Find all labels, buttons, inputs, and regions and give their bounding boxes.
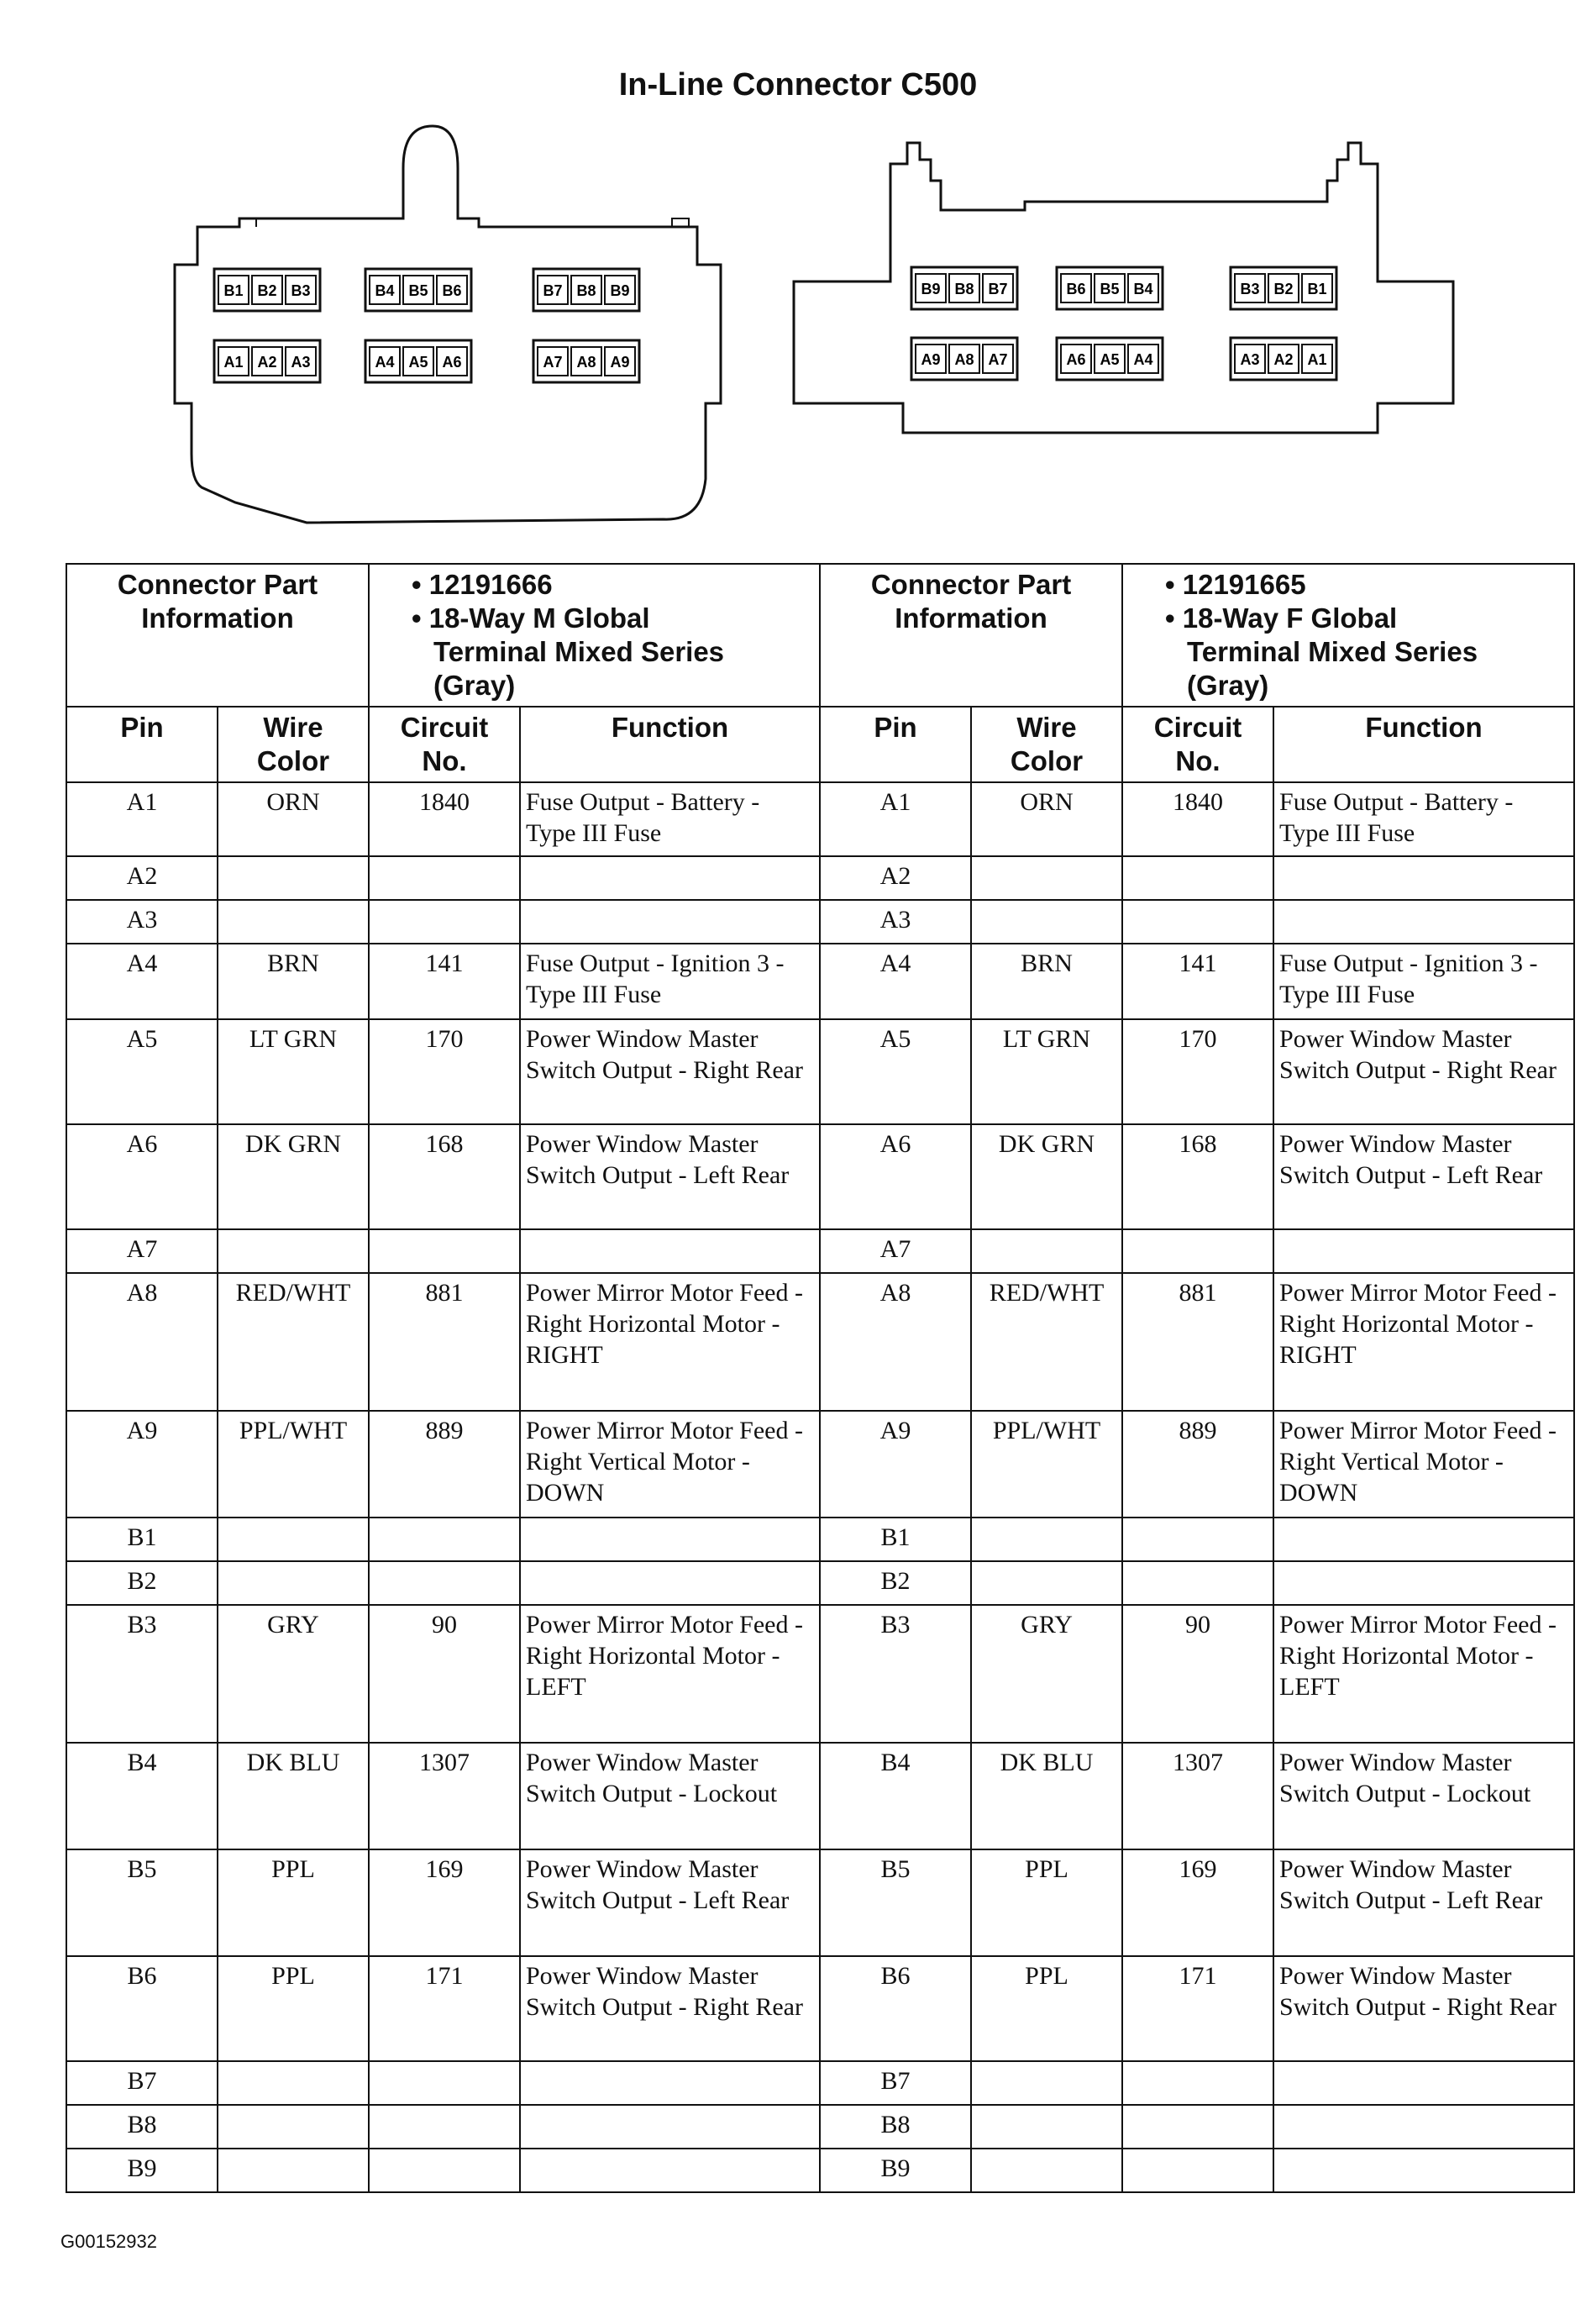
left-part-series: Terminal Mixed Series xyxy=(433,636,725,667)
right-wire-color-cell xyxy=(971,2105,1122,2149)
right-part-info xyxy=(1122,564,1574,707)
left-function-cell: Power Mirror Motor Feed - Right Vertical Motor - DOWN xyxy=(520,1411,820,1518)
right-function-cell: Fuse Output - Battery - Type III Fuse xyxy=(1273,782,1574,856)
left-wire-color-cell: DK GRN xyxy=(218,1124,369,1229)
pin-label: A5 xyxy=(1100,351,1120,368)
pin-label: B9 xyxy=(610,282,630,299)
left-pin-cell: B4 xyxy=(66,1743,218,1849)
left-pin-cell: A3 xyxy=(66,900,218,944)
left-circuit-cell: 141 xyxy=(369,944,520,1019)
left-pin-cell: B7 xyxy=(66,2061,218,2105)
left-function-cell: Power Window Master Switch Output - Lockout xyxy=(520,1743,820,1849)
pin-label: A9 xyxy=(610,354,630,371)
right-circuit-cell: 889 xyxy=(1122,1411,1273,1518)
right-pin-cell: A7 xyxy=(820,1229,971,1273)
left-circuit-cell xyxy=(369,1561,520,1605)
left-pin-cell: B3 xyxy=(66,1605,218,1743)
left-pin-cell: B1 xyxy=(66,1518,218,1561)
left-wire-color-cell xyxy=(218,856,369,900)
right-wire-color-cell xyxy=(971,1561,1122,1605)
left-wire-color-cell xyxy=(218,2061,369,2105)
table-row xyxy=(66,1849,1574,1956)
column-header-row xyxy=(66,707,1574,782)
table-row xyxy=(66,1229,1574,1273)
pin-label: A4 xyxy=(1133,351,1153,368)
right-wire-color-cell: DK BLU xyxy=(971,1743,1122,1849)
right-pin-cell: B2 xyxy=(820,1561,971,1605)
pin-label: A1 xyxy=(1307,351,1327,368)
left-wire-color-cell: DK BLU xyxy=(218,1743,369,1849)
table-row xyxy=(66,1743,1574,1849)
right-circuit-cell: 881 xyxy=(1122,1273,1273,1411)
pin-label: B7 xyxy=(988,281,1008,297)
right-circuit-cell xyxy=(1122,1518,1273,1561)
right-pin-cell: A1 xyxy=(820,782,971,856)
left-connector-pins xyxy=(214,269,639,382)
pinout-table xyxy=(66,563,1575,2193)
left-pin-cell: A4 xyxy=(66,944,218,1019)
right-function-cell xyxy=(1273,1229,1574,1273)
left-part-info xyxy=(369,564,820,707)
right-function-cell: Power Mirror Motor Feed - Right Horizontal Motor - LEFT xyxy=(1273,1605,1574,1743)
col-circuit-no: Circuit No. xyxy=(369,707,520,782)
table-row xyxy=(66,2061,1574,2105)
left-pin-cell: A8 xyxy=(66,1273,218,1411)
table-row xyxy=(66,1561,1574,1605)
table-row xyxy=(66,944,1574,1019)
right-function-cell: Power Window Master Switch Output - Left Rear xyxy=(1273,1124,1574,1229)
right-function-cell xyxy=(1273,900,1574,944)
pin-label: B6 xyxy=(442,282,462,299)
right-wire-color-cell: BRN xyxy=(971,944,1122,1019)
col-wire-color: Wire Color xyxy=(218,707,369,782)
right-function-cell: Power Window Master Switch Output - Right Rear xyxy=(1273,1956,1574,2061)
pin-label: A4 xyxy=(375,354,395,371)
right-circuit-cell xyxy=(1122,856,1273,900)
pin-label: A7 xyxy=(543,354,563,371)
right-circuit-cell: 90 xyxy=(1122,1605,1273,1743)
table-row xyxy=(66,2105,1574,2149)
right-pin-cell: B5 xyxy=(820,1849,971,1956)
right-function-cell: Power Window Master Switch Output - Right Rear xyxy=(1273,1019,1574,1124)
left-circuit-cell: 171 xyxy=(369,1956,520,2061)
left-pin-cell: A2 xyxy=(66,856,218,900)
right-pin-cell: A9 xyxy=(820,1411,971,1518)
left-pin-cell: A7 xyxy=(66,1229,218,1273)
left-function-cell: Power Mirror Motor Feed - Right Horizontal Motor - RIGHT xyxy=(520,1273,820,1411)
left-circuit-cell xyxy=(369,2105,520,2149)
left-function-cell: Power Window Master Switch Output - Right Rear xyxy=(520,1019,820,1124)
right-wire-color-cell: PPL/WHT xyxy=(971,1411,1122,1518)
left-function-cell xyxy=(520,900,820,944)
left-pin-cell: B5 xyxy=(66,1849,218,1956)
right-circuit-cell: 169 xyxy=(1122,1849,1273,1956)
left-function-cell: Power Mirror Motor Feed - Right Horizontal Motor - LEFT xyxy=(520,1605,820,1743)
left-circuit-cell: 169 xyxy=(369,1849,520,1956)
pin-label: A6 xyxy=(442,354,462,371)
col-function: Function xyxy=(520,707,820,782)
pin-label: B3 xyxy=(1240,281,1260,297)
left-pin-cell: A5 xyxy=(66,1019,218,1124)
left-function-cell: Power Window Master Switch Output - Left Rear xyxy=(520,1124,820,1229)
table-row xyxy=(66,1518,1574,1561)
right-function-cell xyxy=(1273,1561,1574,1605)
table-row xyxy=(66,1956,1574,2061)
pin-label: B6 xyxy=(1066,281,1086,297)
left-circuit-cell xyxy=(369,2149,520,2192)
left-pin-cell: B2 xyxy=(66,1561,218,1605)
right-part-color: (Gray) xyxy=(1187,670,1269,701)
pin-label: B8 xyxy=(576,282,596,299)
right-circuit-cell xyxy=(1122,2105,1273,2149)
left-circuit-cell xyxy=(369,1229,520,1273)
right-connector-pins xyxy=(911,267,1336,380)
right-pin-cell: A5 xyxy=(820,1019,971,1124)
right-wire-color-cell: LT GRN xyxy=(971,1019,1122,1124)
right-pin-cell: B7 xyxy=(820,2061,971,2105)
pin-label: B2 xyxy=(1273,281,1294,297)
right-wire-color-cell xyxy=(971,2149,1122,2192)
right-pin-cell: B3 xyxy=(820,1605,971,1743)
pin-label: A9 xyxy=(921,351,941,368)
table-row xyxy=(66,900,1574,944)
col-circuit-no: Circuit No. xyxy=(1122,707,1273,782)
right-function-cell: Power Window Master Switch Output - Lockout xyxy=(1273,1743,1574,1849)
left-pin-cell: A9 xyxy=(66,1411,218,1518)
part-info-row xyxy=(66,564,1574,707)
left-function-cell xyxy=(520,856,820,900)
right-pin-cell: B4 xyxy=(820,1743,971,1849)
right-pin-cell: B9 xyxy=(820,2149,971,2192)
right-function-cell: Fuse Output - Ignition 3 - Type III Fuse xyxy=(1273,944,1574,1019)
left-wire-color-cell xyxy=(218,2105,369,2149)
right-function-cell xyxy=(1273,2061,1574,2105)
left-pin-cell: A6 xyxy=(66,1124,218,1229)
left-function-cell: Power Window Master Switch Output - Left Rear xyxy=(520,1849,820,1956)
right-circuit-cell: 1307 xyxy=(1122,1743,1273,1849)
pin-label: A6 xyxy=(1066,351,1086,368)
left-wire-color-cell: PPL/WHT xyxy=(218,1411,369,1518)
right-connector-outline xyxy=(794,143,1453,433)
left-connector-outline xyxy=(175,126,721,523)
pin-label: B7 xyxy=(543,282,563,299)
pin-label: B1 xyxy=(223,282,244,299)
right-function-cell xyxy=(1273,2105,1574,2149)
pin-label: A1 xyxy=(223,354,244,371)
right-circuit-cell xyxy=(1122,900,1273,944)
right-wire-color-cell xyxy=(971,900,1122,944)
table-row xyxy=(66,2149,1574,2192)
pin-label: A8 xyxy=(954,351,974,368)
right-function-cell xyxy=(1273,1518,1574,1561)
left-pin-cell: A1 xyxy=(66,782,218,856)
right-function-cell: Power Window Master Switch Output - Left Rear xyxy=(1273,1849,1574,1956)
left-circuit-cell: 168 xyxy=(369,1124,520,1229)
pin-label: A3 xyxy=(1240,351,1260,368)
left-function-cell xyxy=(520,1561,820,1605)
figure-id: G00152932 xyxy=(60,2231,157,2252)
left-circuit-cell: 881 xyxy=(369,1273,520,1411)
right-circuit-cell: 1840 xyxy=(1122,782,1273,856)
pin-label: A3 xyxy=(291,354,311,371)
pin-label: B2 xyxy=(257,282,277,299)
right-info-label: Connector Part Information xyxy=(820,564,1122,707)
table-row xyxy=(66,1411,1574,1518)
left-function-cell xyxy=(520,1518,820,1561)
left-circuit-cell: 90 xyxy=(369,1605,520,1743)
col-pin: Pin xyxy=(66,707,218,782)
left-wire-color-cell xyxy=(218,1229,369,1273)
right-part-number: • 12191665 xyxy=(1165,569,1306,600)
right-pin-cell: B1 xyxy=(820,1518,971,1561)
right-wire-color-cell xyxy=(971,1229,1122,1273)
left-wire-color-cell: GRY xyxy=(218,1605,369,1743)
left-pin-cell: B8 xyxy=(66,2105,218,2149)
table-row xyxy=(66,782,1574,856)
left-pin-cell: B6 xyxy=(66,1956,218,2061)
right-circuit-cell: 170 xyxy=(1122,1019,1273,1124)
right-circuit-cell: 141 xyxy=(1122,944,1273,1019)
right-circuit-cell: 171 xyxy=(1122,1956,1273,2061)
left-wire-color-cell: RED/WHT xyxy=(218,1273,369,1411)
right-pin-cell: B8 xyxy=(820,2105,971,2149)
right-function-cell xyxy=(1273,2149,1574,2192)
pin-label: A8 xyxy=(576,354,596,371)
left-wire-color-cell: LT GRN xyxy=(218,1019,369,1124)
right-wire-color-cell: PPL xyxy=(971,1849,1122,1956)
left-function-cell: Power Window Master Switch Output - Right Rear xyxy=(520,1956,820,2061)
right-pin-cell: A8 xyxy=(820,1273,971,1411)
left-wire-color-cell xyxy=(218,900,369,944)
right-circuit-cell xyxy=(1122,1561,1273,1605)
left-wire-color-cell xyxy=(218,1518,369,1561)
right-wire-color-cell: RED/WHT xyxy=(971,1273,1122,1411)
pin-label: B4 xyxy=(375,282,395,299)
table-row xyxy=(66,1605,1574,1743)
table-row xyxy=(66,856,1574,900)
col-wire-color: Wire Color xyxy=(971,707,1122,782)
left-wire-color-cell: PPL xyxy=(218,1956,369,2061)
left-circuit-cell: 1840 xyxy=(369,782,520,856)
right-wire-color-cell: PPL xyxy=(971,1956,1122,2061)
left-circuit-cell xyxy=(369,900,520,944)
connector-diagram-svg xyxy=(0,118,1596,538)
right-function-cell: Power Mirror Motor Feed - Right Vertical Motor - DOWN xyxy=(1273,1411,1574,1518)
left-wire-color-cell: BRN xyxy=(218,944,369,1019)
pin-label: B9 xyxy=(921,281,941,297)
right-wire-color-cell: ORN xyxy=(971,782,1122,856)
pin-label: B3 xyxy=(291,282,311,299)
right-pin-cell: A3 xyxy=(820,900,971,944)
right-function-cell xyxy=(1273,856,1574,900)
col-pin: Pin xyxy=(820,707,971,782)
right-circuit-cell xyxy=(1122,1229,1273,1273)
left-wire-color-cell: PPL xyxy=(218,1849,369,1956)
pin-label: B1 xyxy=(1307,281,1327,297)
pin-label: B4 xyxy=(1133,281,1153,297)
left-function-cell: Fuse Output - Ignition 3 - Type III Fuse xyxy=(520,944,820,1019)
pin-label: A7 xyxy=(988,351,1008,368)
right-wire-color-cell: GRY xyxy=(971,1605,1122,1743)
left-part-number: • 12191666 xyxy=(412,569,553,600)
table-row xyxy=(66,1273,1574,1411)
left-pin-cell: B9 xyxy=(66,2149,218,2192)
left-circuit-cell xyxy=(369,856,520,900)
pin-label: A2 xyxy=(257,354,277,371)
left-function-cell: Fuse Output - Battery - Type III Fuse xyxy=(520,782,820,856)
right-circuit-cell xyxy=(1122,2149,1273,2192)
left-function-cell xyxy=(520,1229,820,1273)
right-circuit-cell: 168 xyxy=(1122,1124,1273,1229)
col-function: Function xyxy=(1273,707,1574,782)
right-circuit-cell xyxy=(1122,2061,1273,2105)
pin-label: A2 xyxy=(1273,351,1294,368)
left-circuit-cell: 1307 xyxy=(369,1743,520,1849)
right-wire-color-cell xyxy=(971,2061,1122,2105)
left-circuit-cell xyxy=(369,2061,520,2105)
left-part-color: (Gray) xyxy=(433,670,516,701)
right-part-series: Terminal Mixed Series xyxy=(1187,636,1478,667)
left-wire-color-cell: ORN xyxy=(218,782,369,856)
right-pin-cell: A6 xyxy=(820,1124,971,1229)
right-wire-color-cell xyxy=(971,1518,1122,1561)
left-part-desc: • 18-Way M Global xyxy=(412,602,650,634)
pin-label: B8 xyxy=(954,281,974,297)
right-pin-cell: B6 xyxy=(820,1956,971,2061)
left-circuit-cell xyxy=(369,1518,520,1561)
left-function-cell xyxy=(520,2149,820,2192)
left-info-label: Connector Part Information xyxy=(66,564,369,707)
pin-label: B5 xyxy=(1100,281,1120,297)
right-function-cell: Power Mirror Motor Feed - Right Horizontal Motor - RIGHT xyxy=(1273,1273,1574,1411)
table-row xyxy=(66,1019,1574,1124)
right-part-desc: • 18-Way F Global xyxy=(1165,602,1398,634)
right-pin-cell: A2 xyxy=(820,856,971,900)
right-pin-cell: A4 xyxy=(820,944,971,1019)
page-title: In-Line Connector C500 xyxy=(618,67,978,103)
left-circuit-cell: 170 xyxy=(369,1019,520,1124)
pin-label: B5 xyxy=(408,282,428,299)
right-wire-color-cell: DK GRN xyxy=(971,1124,1122,1229)
left-function-cell xyxy=(520,2061,820,2105)
right-wire-color-cell xyxy=(971,856,1122,900)
pin-label: A5 xyxy=(408,354,428,371)
connector-diagram xyxy=(0,118,1596,538)
table-row xyxy=(66,1124,1574,1229)
left-wire-color-cell xyxy=(218,2149,369,2192)
left-wire-color-cell xyxy=(218,1561,369,1605)
left-function-cell xyxy=(520,2105,820,2149)
left-circuit-cell: 889 xyxy=(369,1411,520,1518)
